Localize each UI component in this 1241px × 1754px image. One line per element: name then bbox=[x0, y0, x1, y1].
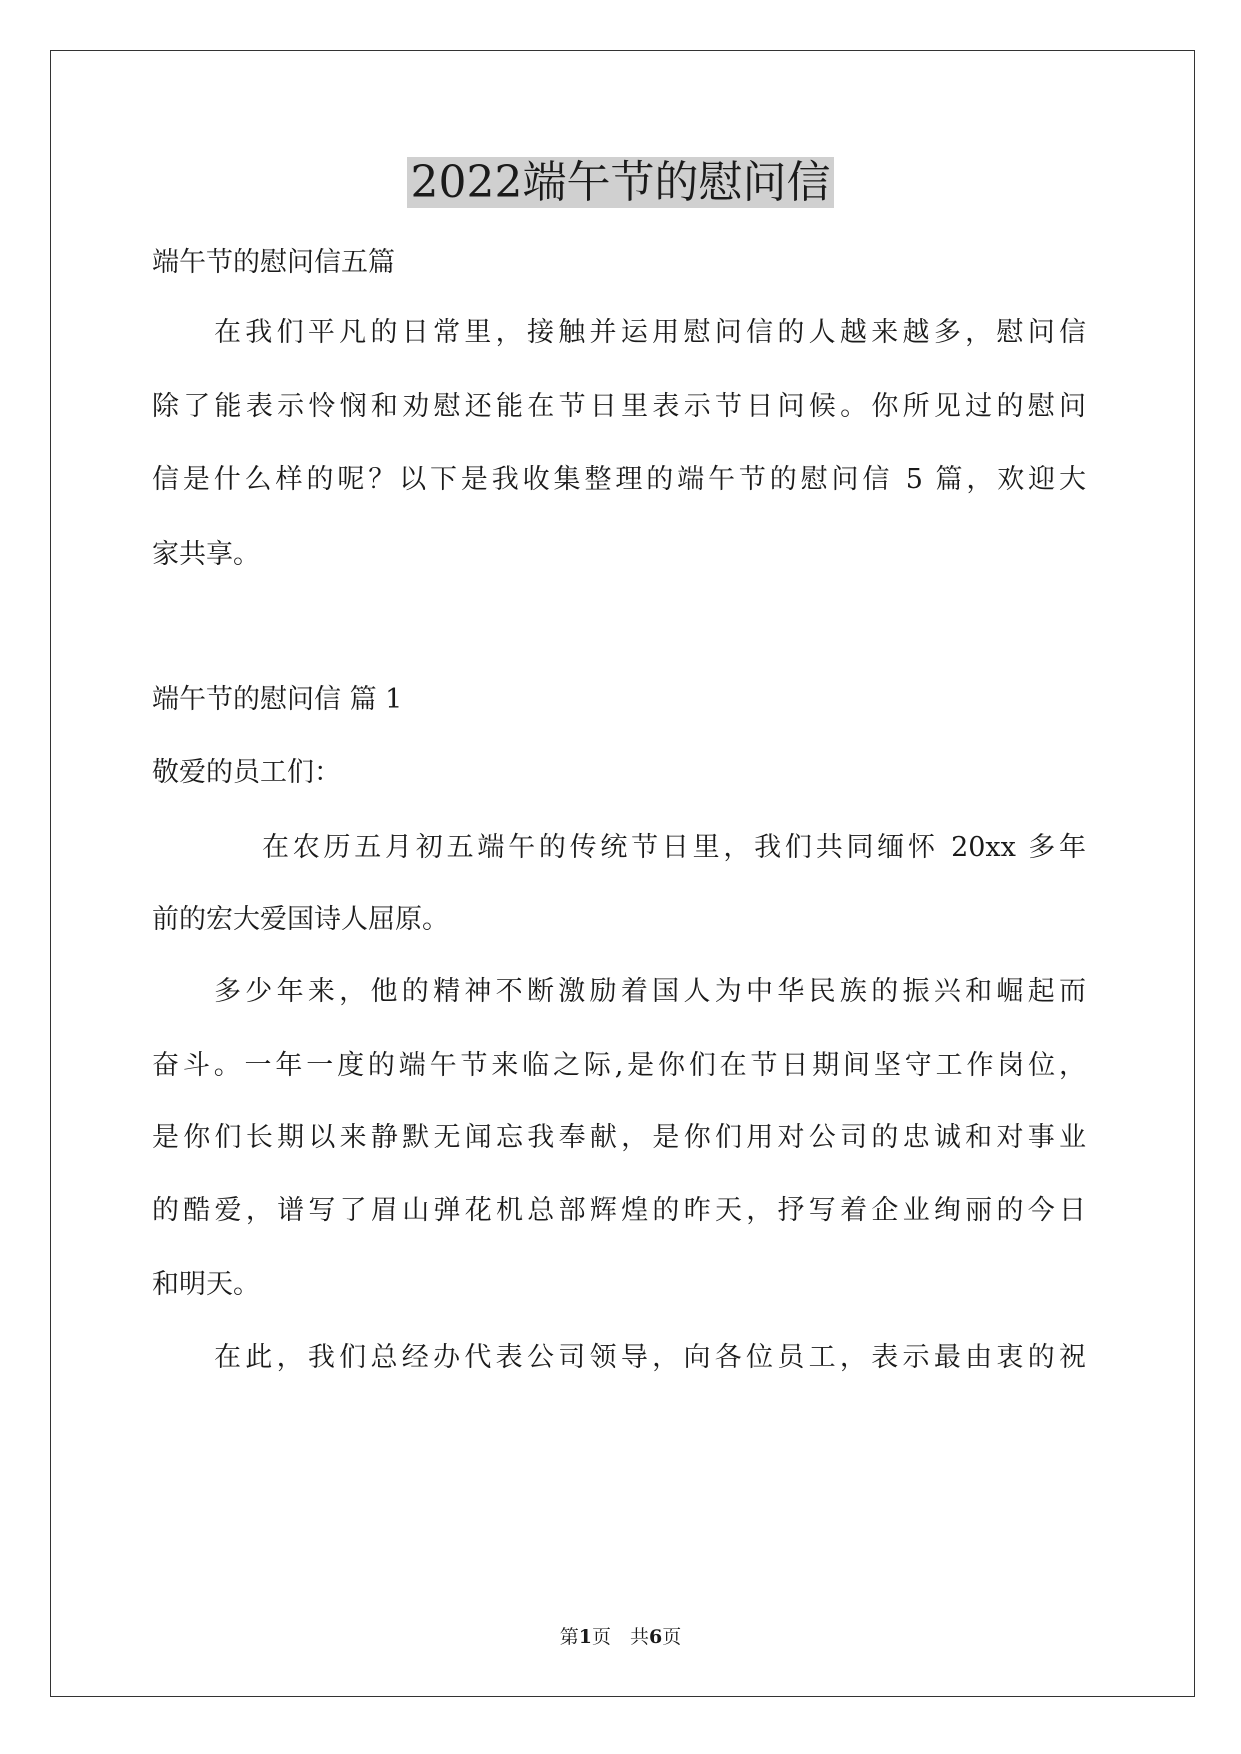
document-title bbox=[0, 155, 1241, 211]
document-title-text: 2022端午节的慰问信 bbox=[407, 157, 835, 208]
footer-prefix: 第 bbox=[559, 1626, 579, 1648]
paragraph-2-line-2: 奋斗。一年一度的端午节来临之际,是你们在节日期间坚守工作岗位， bbox=[152, 1050, 1086, 1081]
subtitle: 端午节的慰问信五篇 bbox=[152, 247, 395, 278]
intro-line-1: 在我们平凡的日常里，接触并运用慰问信的人越来越多，慰问信 bbox=[214, 317, 1086, 348]
footer-mid: 页 共 bbox=[591, 1626, 649, 1648]
paragraph-1-line-2: 前的宏大爱国诗人屈原。 bbox=[152, 904, 449, 935]
section-heading: 端午节的慰问信 篇 1 bbox=[152, 684, 403, 715]
salutation: 敬爱的员工们： bbox=[152, 757, 341, 788]
page-border bbox=[50, 50, 1195, 1697]
paragraph-3-line-1: 在此，我们总经办代表公司领导，向各位员工，表示最由衷的祝 bbox=[214, 1342, 1086, 1373]
intro-line-4: 家共享。 bbox=[152, 539, 260, 570]
paragraph-2-line-1: 多少年来，他的精神不断激励着国人为中华民族的振兴和崛起而 bbox=[214, 976, 1086, 1007]
footer-total-pages: 6 bbox=[649, 1626, 663, 1648]
paragraph-1-line-1: 在农历五月初五端午的传统节日里，我们共同缅怀 20xx 多年 bbox=[262, 832, 1086, 863]
paragraph-2-line-3: 是你们长期以来静默无闻忘我奉献，是你们用对公司的忠诚和对事业 bbox=[152, 1122, 1086, 1153]
footer-suffix: 页 bbox=[662, 1626, 682, 1648]
footer-current-page: 1 bbox=[578, 1626, 592, 1648]
paragraph-2-line-5: 和明天。 bbox=[152, 1269, 260, 1300]
intro-line-3: 信是什么样的呢？以下是我收集整理的端午节的慰问信 5 篇，欢迎大 bbox=[152, 464, 1086, 495]
page-footer bbox=[0, 1625, 1241, 1649]
paragraph-2-line-4: 的酷爱，谱写了眉山弹花机总部辉煌的昨天，抒写着企业绚丽的今日 bbox=[152, 1195, 1086, 1226]
intro-line-2: 除了能表示怜悯和劝慰还能在节日里表示节日问候。你所见过的慰问 bbox=[152, 391, 1086, 422]
